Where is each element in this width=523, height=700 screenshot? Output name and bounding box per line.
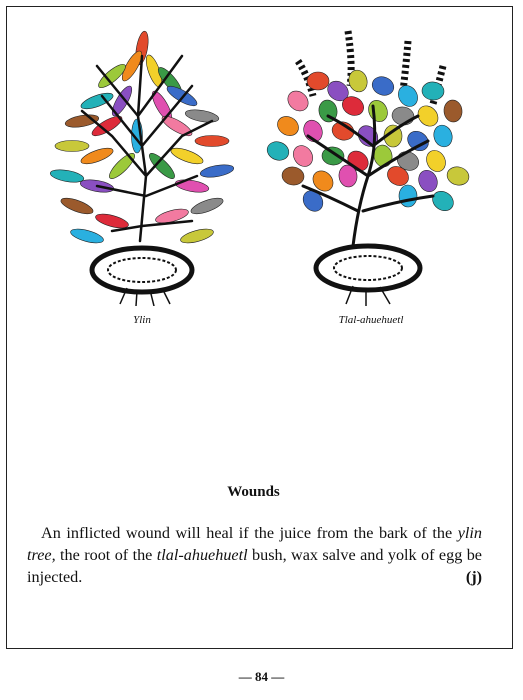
ylin-leaf: [59, 195, 95, 217]
ylin-leaf: [109, 84, 136, 119]
tlal-ahuehuetl-leaf: [395, 82, 422, 110]
tlal-ahuehuetl-leaf: [284, 87, 312, 115]
page-number: — 84 —: [238, 669, 285, 684]
ylin-leaf: [169, 145, 205, 167]
tlal-ahuehuetl-leaf: [346, 68, 369, 94]
tlal-ahuehuetl-leaf: [365, 97, 391, 125]
tlal-ahuehuetl-leaf: [370, 74, 397, 99]
ylin-leaf: [174, 178, 209, 195]
ylin-leaf: [49, 168, 84, 185]
tlal-ahuehuetl-leaf: [265, 139, 292, 163]
tlal-ahuehuetl-leaf: [399, 185, 418, 208]
ylin-leaf: [184, 108, 219, 125]
tlal-ahuehuetl-illustration: [258, 26, 478, 306]
ylin-leaf: [179, 226, 215, 245]
ylin-term: ylin tree,: [27, 524, 482, 564]
section-heading: Wounds: [227, 484, 280, 500]
ylin-caption: Ylin: [133, 314, 151, 326]
ylin-leaf: [189, 195, 225, 217]
tlal-ahuehuetl-leaf: [289, 142, 316, 170]
reference-marker: (j): [465, 568, 482, 586]
ylin-leaf: [165, 83, 200, 110]
ylin-leaf: [195, 136, 229, 147]
tlal-ahuehuetl-caption: Tlal-ahuehuetl: [338, 314, 404, 326]
ylin-leaf: [69, 226, 105, 245]
ylin-leaf: [79, 90, 115, 112]
tlal-ahuehuetl-leaf: [307, 72, 329, 90]
tlal-ahuehuetl-leaf: [274, 113, 302, 140]
tlal-ahuehuetl-leaf: [429, 187, 457, 214]
tlal-ahuehuetl-leaf: [431, 123, 455, 149]
remedy-text-2: the root of the: [55, 546, 157, 564]
tlal-ahuehuetl-leaf: [281, 165, 306, 186]
ylin-leaf: [199, 163, 234, 180]
tlal-ahuehuetl-leaf: [321, 146, 344, 165]
tlal-ahuehuetl-leaf: [443, 99, 463, 123]
remedy-text-1: An inflicted wound will heal if the juice from the bark of the: [41, 524, 458, 542]
remedy-text-3: bush, wax salve and yolk of egg be injected.: [27, 546, 482, 586]
ylin-tree-illustration: [42, 26, 242, 306]
tlal-ahuehuetl-leaf: [445, 165, 471, 188]
tlal-ahuehuetl-leaf: [421, 81, 444, 101]
ylin-leaf: [55, 141, 89, 152]
remedy-paragraph: [27, 522, 482, 588]
tlal-ahuehuetl-term: tlal-ahuehuetl: [156, 546, 248, 564]
